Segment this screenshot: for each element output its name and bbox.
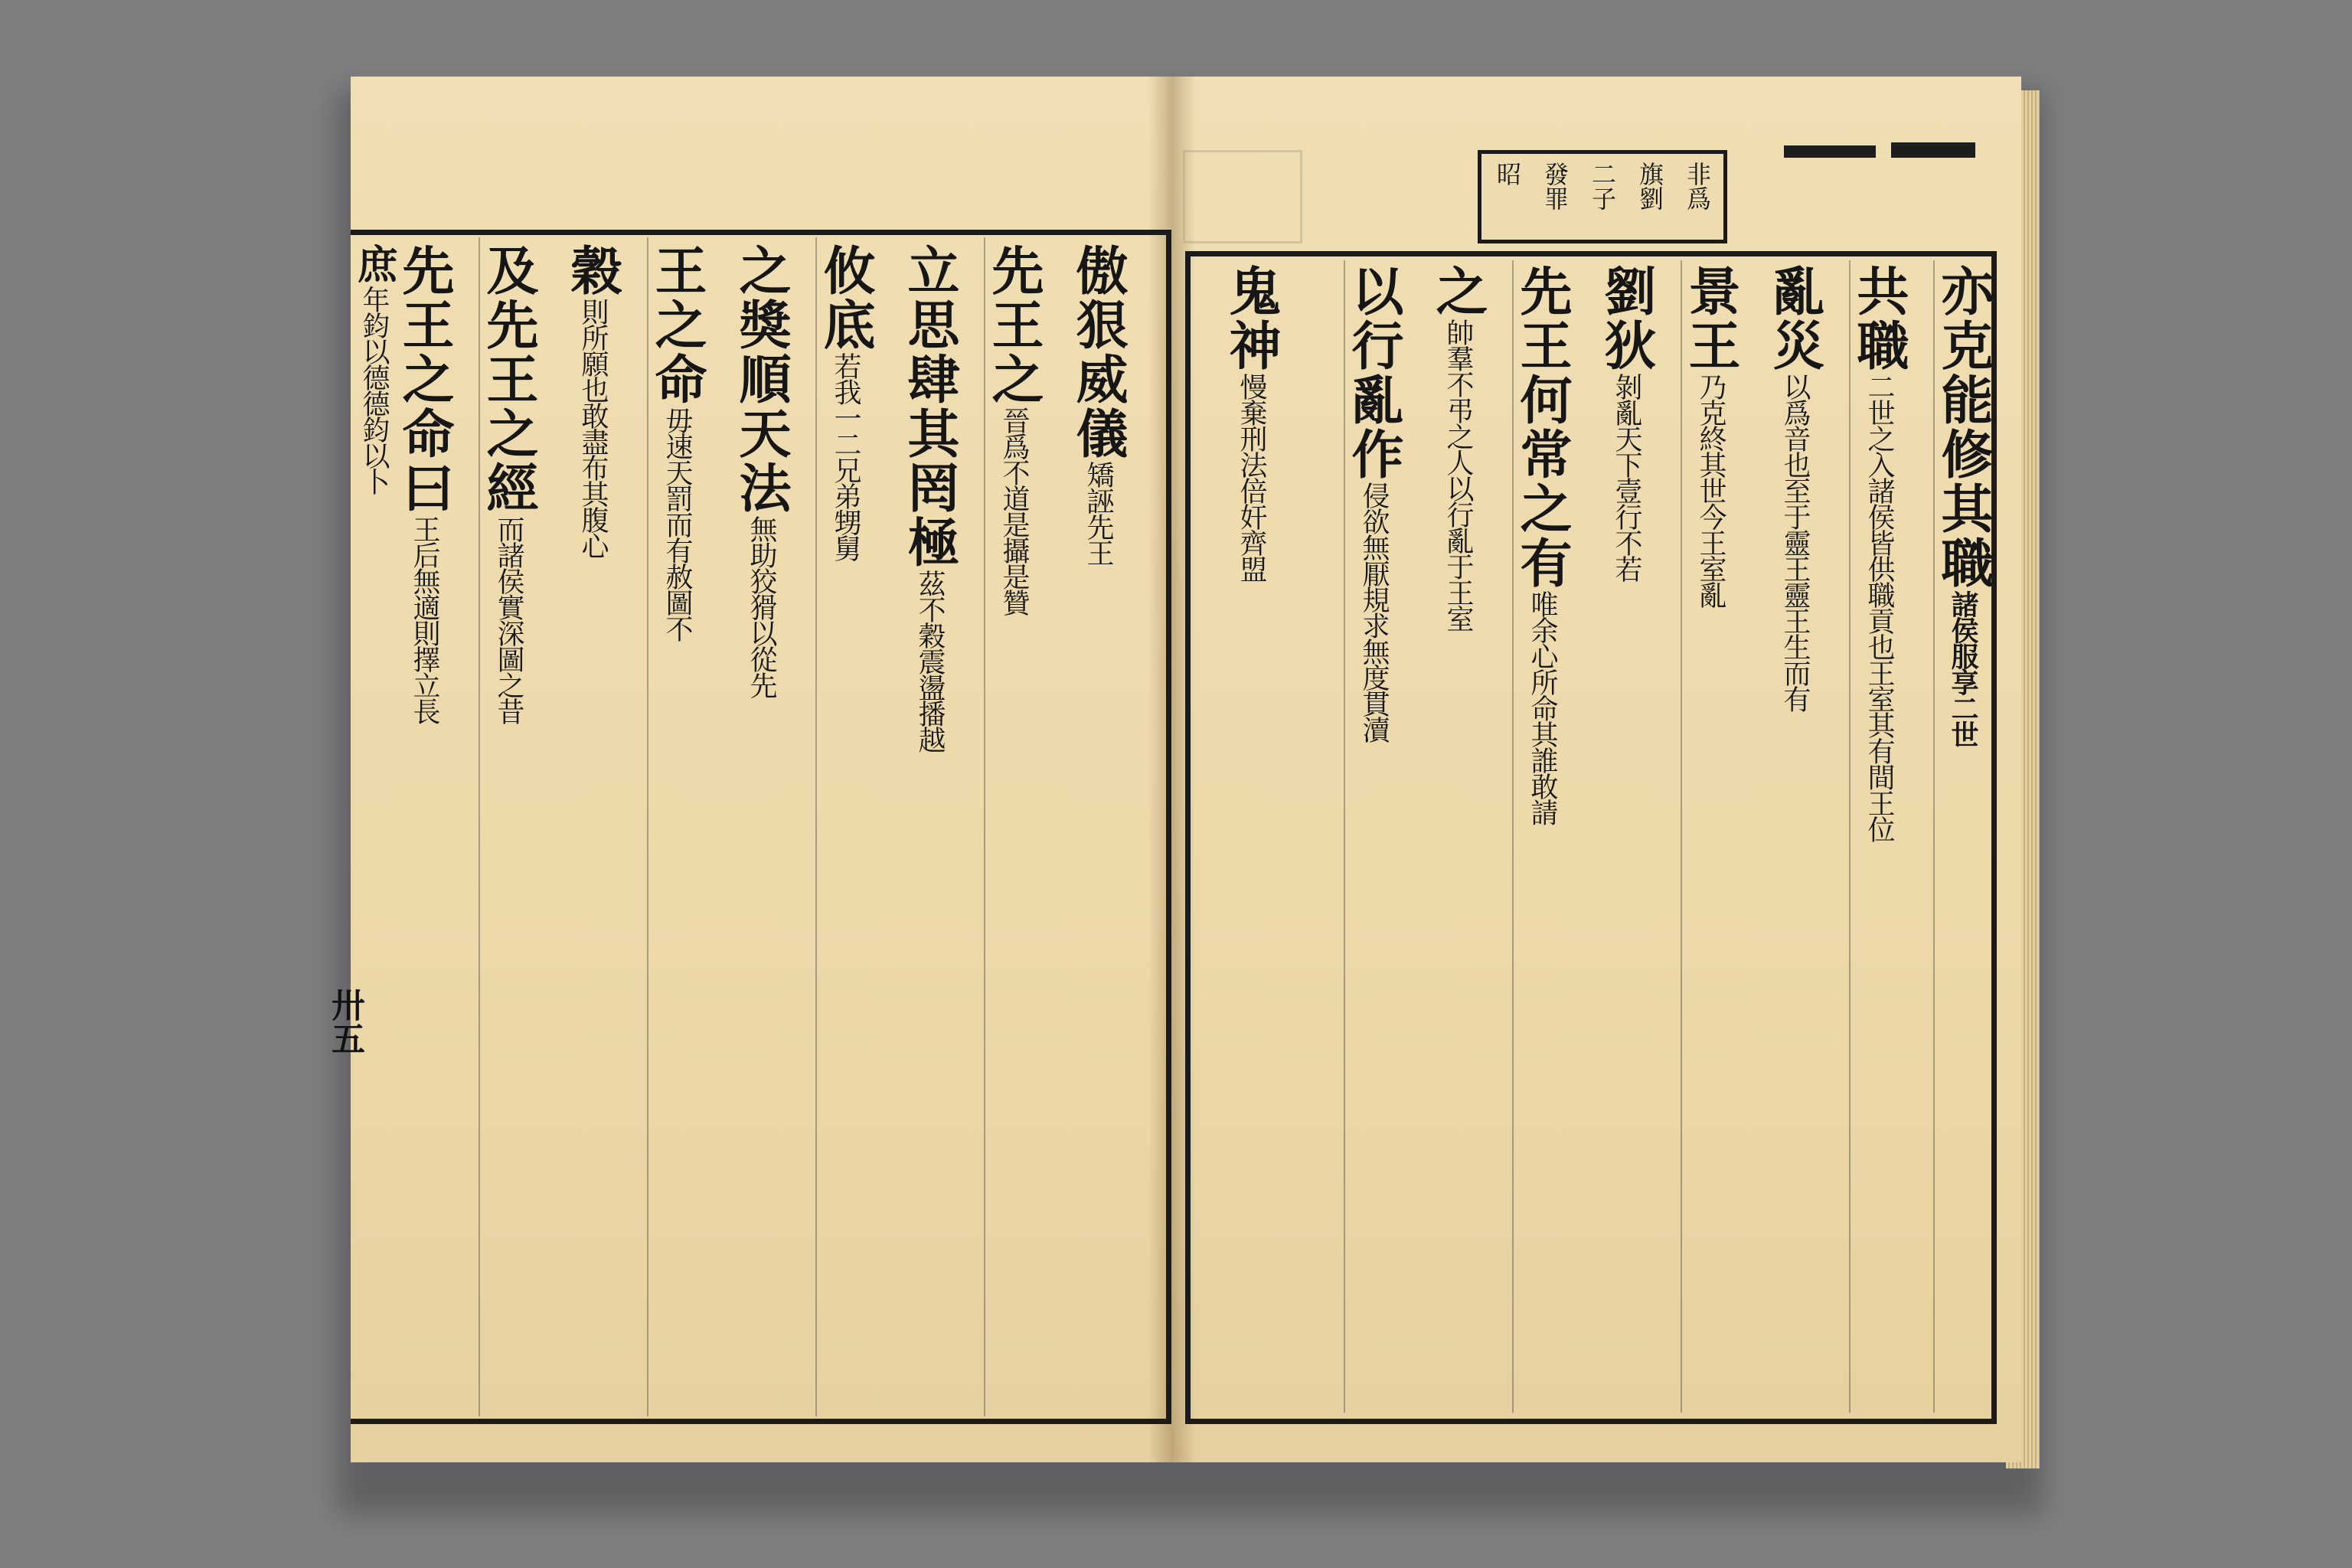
- column-rule: [1681, 260, 1682, 1413]
- text-column: [1596, 264, 1657, 1413]
- text-column: [1511, 264, 1573, 1413]
- main-text: 及先王之經: [478, 243, 539, 515]
- commentary-text: 帥羣不弔之人以行亂于王室: [1442, 318, 1474, 631]
- text-column: [646, 243, 707, 1415]
- column-rule: [815, 237, 817, 1416]
- text-column: [1932, 264, 1994, 1413]
- main-text: 先王何常之有: [1511, 264, 1573, 590]
- ink-mark: [1784, 145, 1876, 158]
- main-text: 以行亂作: [1343, 264, 1404, 482]
- column-rule: [647, 237, 648, 1416]
- commentary-text: 毋速天罰而有赦圖不: [662, 407, 693, 641]
- commentary-text: 則所願也敢盡布其腹心: [577, 298, 609, 558]
- text-column: [1764, 264, 1825, 1413]
- main-text: 共職: [1848, 264, 1909, 373]
- column-rule: [1849, 260, 1851, 1413]
- commentary-text: 晉爲不道是攝是贊: [998, 407, 1030, 615]
- main-text: 傲狠威儀: [1067, 243, 1129, 461]
- main-text: 劉狄: [1596, 264, 1657, 373]
- text-column: [394, 243, 455, 1415]
- text-column: [1067, 243, 1129, 1415]
- column-rule: [1512, 260, 1514, 1413]
- text-column: [815, 243, 876, 1415]
- commentary-text: 剝亂天下壹行不若: [1611, 373, 1642, 581]
- main-text: 景王: [1680, 264, 1741, 373]
- main-text: 鬼神: [1220, 264, 1282, 373]
- commentary-text: 以爲音也至于靈王靈王生而有: [1779, 373, 1811, 711]
- text-column: [730, 243, 792, 1415]
- header-col-1: 非爲: [1683, 162, 1712, 211]
- header-col-4: 發罪: [1540, 162, 1570, 211]
- commentary-header-box: [1478, 150, 1727, 243]
- text-column: [1220, 264, 1282, 1413]
- main-text: 庶: [351, 243, 397, 286]
- column-rule: [1933, 260, 1935, 1413]
- column-rule: [984, 237, 985, 1416]
- commentary-text: 矯誣先王: [1083, 461, 1114, 565]
- main-text: 之獎順天法: [730, 243, 792, 515]
- header-col-2: 旗劉: [1635, 162, 1664, 211]
- text-column: [1427, 264, 1488, 1413]
- text-column: [1680, 264, 1741, 1413]
- main-text: 先王之: [983, 243, 1044, 407]
- commentary-text: 茲不穀震盪播越: [914, 570, 946, 752]
- main-text: 之: [1427, 264, 1488, 318]
- text-column: [1343, 264, 1404, 1413]
- header-col-3: 二子: [1588, 162, 1617, 211]
- column-rule: [1344, 260, 1345, 1413]
- faint-seal-stamp: [1183, 150, 1302, 243]
- commentary-text: 若我一二兄弟甥舅: [830, 352, 861, 560]
- main-text: 穀: [562, 243, 623, 298]
- commentary-text: 乃克終其世今王室亂: [1695, 373, 1726, 607]
- main-text: 亦克能修其職: [1932, 264, 1994, 590]
- commentary-text: 二世之入諸侯皆供職貢也王室其有間王位: [1864, 373, 1895, 841]
- commentary-text: 侵欲無厭規求無度貫瀆: [1358, 482, 1390, 742]
- commentary-text: 唯余心所命其誰敢請: [1527, 590, 1558, 825]
- text-column: [562, 243, 623, 1415]
- commentary-text: 慢棄刑法倍奸齊盟: [1236, 373, 1267, 581]
- header-col-5: 昭: [1493, 162, 1522, 186]
- text-column: [899, 243, 960, 1415]
- commentary-text: 無助狡猾以從先: [746, 515, 777, 697]
- main-text: 先王之命曰: [394, 243, 455, 515]
- ink-mark: [1891, 142, 1975, 158]
- page-number: 卅五: [325, 988, 364, 1055]
- main-text: 攸底: [815, 243, 876, 352]
- column-rule: [479, 237, 480, 1416]
- text-column: [983, 243, 1044, 1415]
- main-text: 王之命: [646, 243, 707, 407]
- main-text: 立思肆其罔極: [899, 243, 960, 570]
- text-column: [478, 243, 539, 1415]
- commentary-text: 王后無適則擇立長: [409, 515, 440, 724]
- commentary-text: 而諸侯實深圖之昔: [493, 515, 524, 724]
- text-column: [351, 243, 397, 1415]
- text-column: [1848, 264, 1909, 1413]
- main-text: 亂災: [1764, 264, 1825, 373]
- commentary-text: 諸侯服享二世: [1947, 590, 1979, 746]
- commentary-text: 年鈞以德德鈞以卜: [358, 286, 390, 494]
